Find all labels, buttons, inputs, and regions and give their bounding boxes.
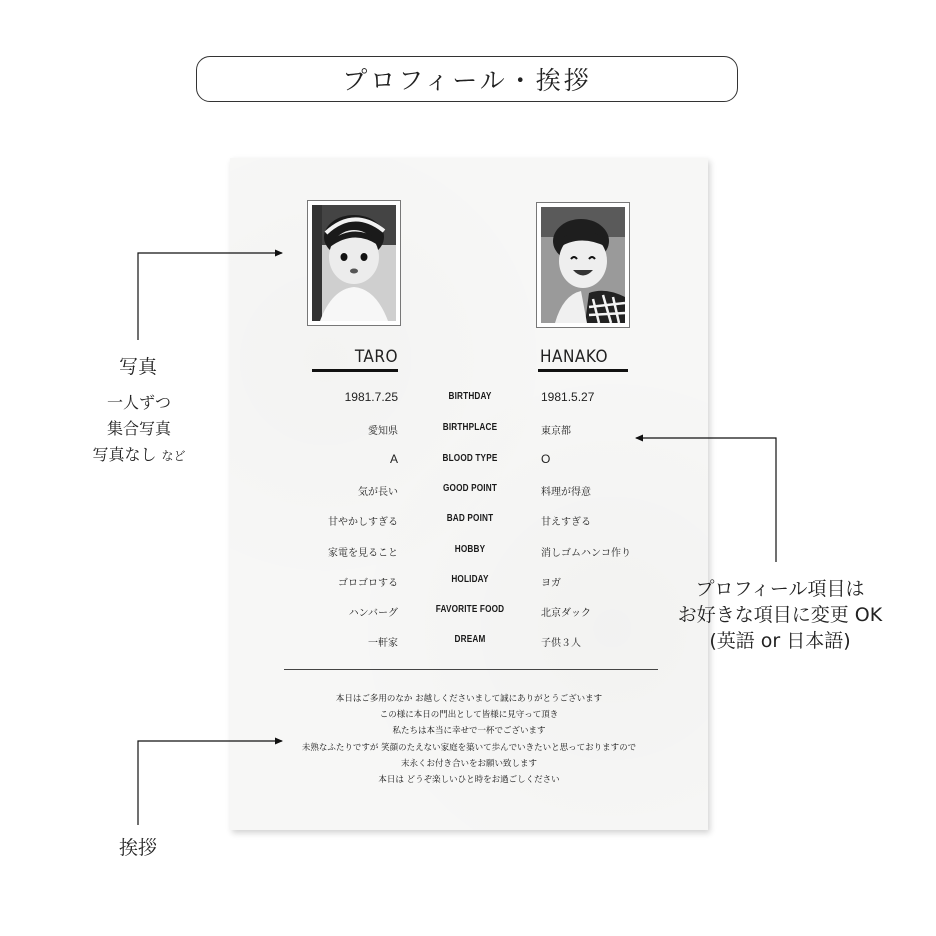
photo-option-suffix: など (161, 449, 186, 463)
profile-annotation-arrow (636, 438, 776, 562)
photo-annotation-title: 写真 (118, 356, 157, 378)
greeting-line: 未熟なふたりですが 笑顔のたえない家庭を築いて歩んでいきたいと思っておりますので (301, 742, 637, 753)
groom-value: 1981.7.25 (344, 390, 398, 404)
bride-value: 料理が得意 (541, 487, 591, 498)
page-title: プロフィール・挨拶 (196, 56, 738, 102)
profile-annotation-line: (英語 or 日本語) (709, 630, 851, 652)
greeting-line: 本日は どうぞ楽しいひと時をお過ごしください (378, 775, 560, 786)
groom-name: TARO (354, 347, 398, 367)
greeting-annotation-arrow (138, 741, 282, 825)
groom-value: ゴロゴロする (338, 578, 398, 589)
profile-label: BAD POINT (446, 513, 494, 524)
profile-label: FAVORITE FOOD (435, 604, 505, 615)
profile-annotation (640, 576, 920, 654)
profile-label: BLOOD TYPE (442, 453, 498, 464)
greeting-line: 私たちは本当に幸せで一杯でございます (392, 726, 546, 737)
bride-value: O (541, 452, 551, 466)
photo-option: 集合写真 (106, 419, 171, 438)
profile-label: BIRTHDAY (448, 391, 492, 402)
groom-value: 愛知県 (368, 426, 398, 437)
bride-value: 東京都 (541, 426, 571, 437)
profile-label: GOOD POINT (442, 483, 498, 494)
groom-value: A (389, 452, 398, 466)
photo-option: 一人ずつ (106, 393, 171, 412)
bride-value: 1981.5.27 (541, 390, 595, 404)
bride-value: 北京ダック (541, 608, 591, 619)
profile-label: BIRTHPLACE (442, 422, 498, 433)
bride-value: 消しゴムハンコ作り (541, 548, 631, 559)
bride-value: ヨガ (541, 578, 561, 589)
bride-value: 子供３人 (541, 638, 581, 649)
groom-value: 甘やかしすぎる (328, 517, 398, 528)
greeting-annotation-label: 挨拶 (118, 837, 157, 859)
greeting-line: この様に本日の門出として皆様に見守って頂き (379, 710, 559, 721)
groom-value: 一軒家 (368, 638, 398, 649)
profile-label: DREAM (454, 634, 486, 645)
groom-value: ハンバーグ (348, 608, 398, 619)
profile-label: HOLIDAY (451, 574, 489, 585)
groom-value: 気が長い (358, 487, 398, 498)
profile-annotation-line: プロフィール項目は (695, 578, 865, 600)
greeting-line: 本日はご多用のなか お越しくださいまして誠にありがとうございます (335, 694, 603, 704)
profile-annotation-line: お好きな項目に変更 OK (677, 604, 883, 626)
photo-annotation-options (72, 390, 206, 469)
bride-value: 甘えすぎる (541, 517, 591, 528)
greeting-line: 末永くお付き合いをお願い致します (400, 758, 537, 769)
bride-name: HANAKO (540, 347, 608, 367)
photo-annotation-arrow (138, 253, 282, 340)
photo-option: 写真なし など (92, 445, 186, 464)
profile-label: HOBBY (454, 544, 486, 555)
groom-value: 家電を見ること (328, 548, 398, 559)
